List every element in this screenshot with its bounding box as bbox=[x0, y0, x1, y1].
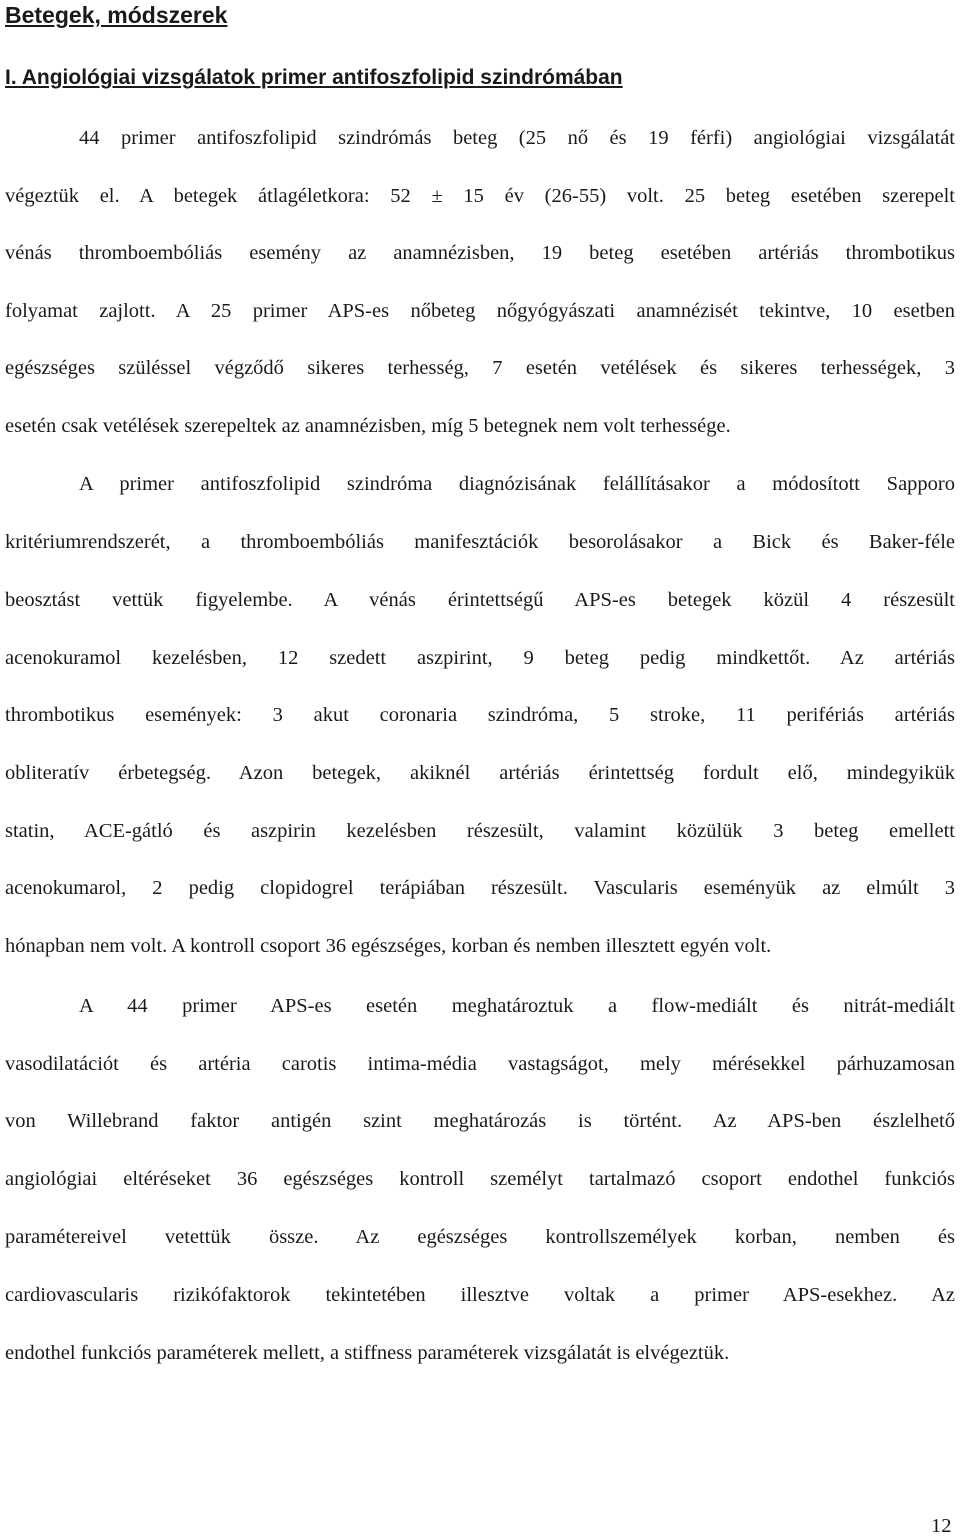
paragraph-line: végeztük el. A betegek átlagéletkora: 52 ± 15 év (26-55) volt. 25 beteg esetében szerepelt bbox=[5, 185, 955, 207]
paragraph-line: cardiovascularis rizikófaktorok tekintetében illesztve voltak a primer APS-esekhez. Az bbox=[5, 1284, 955, 1306]
paragraph-line: acenokuramol kezelésben, 12 szedett aszpirint, 9 beteg pedig mindkettőt. Az artériás bbox=[5, 647, 955, 669]
subsection-title: I. Angiológiai vizsgálatok primer antifoszfolipid szindrómában bbox=[5, 66, 623, 89]
paragraph-line: folyamat zajlott. A 25 primer APS-es nőbeteg nőgyógyászati anamnézisét tekintve, 10 esetben bbox=[5, 300, 955, 322]
paragraph-line: statin, ACE-gátló és aszpirin kezelésben részesült, valamint közülük 3 beteg emellett bbox=[5, 820, 955, 842]
paragraph-line: thrombotikus események: 3 akut coronaria szindróma, 5 stroke, 11 perifériás artériás bbox=[5, 704, 955, 726]
section-title: Betegek, módszerek bbox=[5, 2, 228, 28]
paragraph-line: von Willebrand faktor antigén szint meghatározás is történt. Az APS-ben észlelhető bbox=[5, 1110, 955, 1132]
page-number: 12 bbox=[931, 1515, 952, 1537]
paragraph-line: 44 primer antifoszfolipid szindrómás beteg (25 nő és 19 férfi) angiológiai vizsgálatát bbox=[79, 127, 955, 149]
paragraph-line: A primer antifoszfolipid szindróma diagnózisának felállításakor a módosított Sapporo bbox=[79, 473, 955, 495]
paragraph-line: vasodilatációt és artéria carotis intima-média vastagságot, mely mérésekkel párhuzamosan bbox=[5, 1053, 955, 1075]
paragraph-line: hónapban nem volt. A kontroll csoport 36 egészséges, korban és nemben illesztett egyén volt. bbox=[5, 935, 772, 957]
paragraph-line: acenokumarol, 2 pedig clopidogrel terápiában részesült. Vascularis eseményük az elmúlt 3 bbox=[5, 877, 955, 899]
paragraph-line: egészséges szüléssel végződő sikeres terhesség, 7 esetén vetélések és sikeres terhességek, 3 bbox=[5, 357, 955, 379]
paragraph-line: endothel funkciós paraméterek mellett, a stiffness paraméterek vizsgálatát is elvégeztük. bbox=[5, 1342, 730, 1364]
paragraph-line: angiológiai eltéréseket 36 egészséges kontroll személyt tartalmazó csoport endothel funkciós bbox=[5, 1168, 955, 1190]
paragraph-line: paramétereivel vetettük össze. Az egészséges kontrollszemélyek korban, nemben és bbox=[5, 1226, 955, 1248]
paragraph-line: kritériumrendszerét, a thromboembóliás manifesztációk besorolásakor a Bick és Baker-féle bbox=[5, 531, 955, 553]
paragraph-line: esetén csak vetélések szerepeltek az anamnézisben, míg 5 betegnek nem volt terhessége. bbox=[5, 415, 731, 437]
paragraph-line: obliteratív érbetegség. Azon betegek, akiknél artériás érintettség fordult elő, mindegyikük bbox=[5, 762, 955, 784]
paragraph-line: vénás thromboembóliás esemény az anamnézisben, 19 beteg esetében artériás thrombotikus bbox=[5, 242, 955, 264]
paragraph-line: A 44 primer APS-es esetén meghatároztuk a flow-mediált és nitrát-mediált bbox=[79, 995, 955, 1017]
paragraph-line: beosztást vettük figyelembe. A vénás érintettségű APS-es betegek közül 4 részesült bbox=[5, 589, 955, 611]
